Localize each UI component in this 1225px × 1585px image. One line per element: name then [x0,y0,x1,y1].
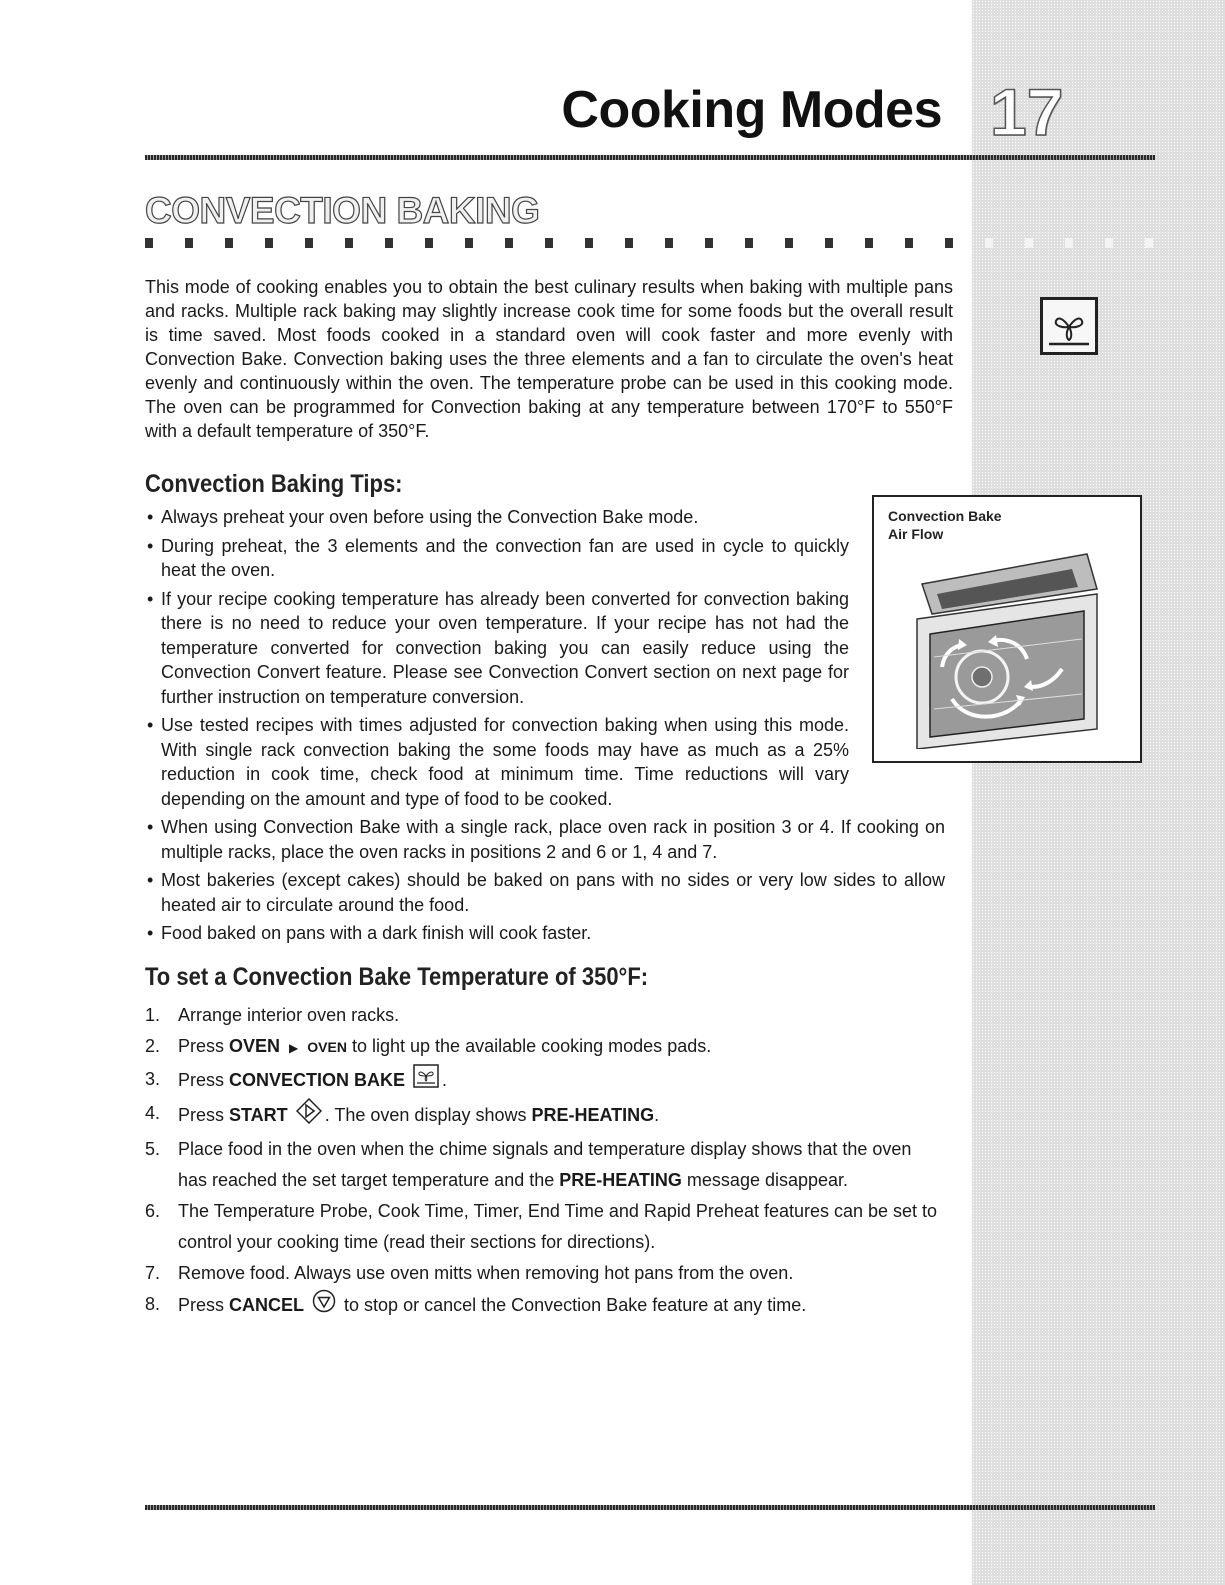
step-text: to stop or cancel the Convection Bake feature at any time. [339,1294,807,1315]
list-item: • Most bakeries (except cakes) should be baked on pans with no sides or very low sides to allow heated air to circulate around the food. [145,868,945,917]
oven-key-label: OVEN [229,1036,281,1056]
pre-heating-label: PRE-HEATING [531,1104,655,1125]
list-item [145,1031,945,1064]
step-text: Press [178,1294,230,1315]
step-text: . The oven display shows [324,1104,532,1125]
list-item: • Always preheat your oven before using the Convection Bake mode. [145,505,849,530]
step-text: Press [178,1104,230,1125]
step-number: 6. [145,1201,161,1221]
oven-airflow-illustration [912,549,1102,749]
step-number: 2. [145,1036,161,1056]
step-number: 7. [145,1263,161,1283]
convection-bake-icon [1040,297,1098,355]
start-key-label: START [229,1104,288,1125]
header-rule [145,155,1155,160]
oven-key-small: OVEN [307,1039,347,1055]
list-item [145,1098,945,1134]
step-text: . [442,1069,448,1090]
step-text: message disappear. [681,1170,849,1190]
list-item: • Food baked on pans with a dark finish will cook faster. [145,921,945,946]
step-number: 3. [145,1069,161,1089]
intro-paragraph: This mode of cooking enables you to obtain the best culinary results when baking with multiple pans and racks. Multiple rack baking may slightly increase cook time for some foods but the overall result is time saved. Most foods cooked in a standard oven will cook faster and more evenly with Convection Bake. Convection baking uses the three elements and a fan to circulate the oven's heat evenly and continuously within the oven. The temperature probe can be used in this cooking mode. The oven can be programmed for Convection baking at any temperature between 170°F to 550°F with a default temperature of 350°F. [145,277,953,441]
step-text: Press [178,1069,230,1090]
page-number: 17 [990,75,1064,149]
page-title: Cooking Modes [561,81,942,139]
step-number: 8. [145,1294,161,1314]
step-number: 4. [145,1103,161,1123]
step-text: Arrange interior oven racks. [178,1005,400,1025]
list-item [145,1258,945,1289]
section-title: CONVECTION BAKING [145,190,540,231]
pre-heating-label: PRE-HEATING [559,1170,682,1190]
step-text: The Temperature Probe, Cook Time, Timer, End Time and Rapid Preheat features can be set to control your cooking time (read their sections for directions). [178,1201,938,1252]
list-item [145,1134,945,1196]
step-text: to light up the available cooking modes pads. [346,1036,712,1056]
footer-rule [145,1505,1155,1510]
step-text: Press [178,1036,230,1056]
arrow-icon: ▶ [289,1041,299,1055]
list-item [145,1196,945,1258]
step-number: 5. [145,1139,161,1159]
list-item [145,1289,945,1323]
figure-caption: Convection Bake Air Flow [888,508,1002,542]
step-text: Remove food. Always use oven mitts when removing hot pans from the oven. [178,1263,794,1283]
list-item: • During preheat, the 3 elements and the convection fan are used in cycle to quickly heat the oven. [145,534,849,583]
convection-bake-key-label: CONVECTION BAKE [229,1069,406,1090]
airflow-figure [872,495,1142,763]
step-text: Place food in the oven when the chime signals and temperature display shows that the oven has reached the set target temperature and the [178,1139,912,1190]
steps-heading: To set a Convection Bake Temperature of 350°F: [145,963,649,991]
tips-list [145,505,945,950]
section-divider-light [985,238,1155,248]
cancel-key-label: CANCEL [229,1294,305,1315]
list-item: • Use tested recipes with times adjusted for convection baking when using this mode. With single rack convection baking the some foods may have as much as a 25% reduction in cook time, check food at minimum time. Time reductions will vary depending on the amount and type of food to be cooked. [145,713,849,811]
convection-bake-icon [413,1064,439,1098]
cancel-icon [312,1289,336,1323]
step-number: 1. [145,1005,161,1025]
list-item [145,1064,945,1098]
list-item: • If your recipe cooking temperature has already been converted for convection baking there is no need to reduce your oven temperature. If your recipe has not had the temperature converted for convection baking you can easily reduce using the Convection Convert feature. Please see Convection Convert section on next page for further instruction on temperature conversion. [145,587,849,710]
tips-heading: Convection Baking Tips: [145,470,403,498]
start-icon [296,1098,322,1134]
list-item: • When using Convection Bake with a single rack, place oven rack in position 3 or 4. If cooking on multiple racks, place the oven racks in positions 2 and 6 or 1, 4 and 7. [145,815,945,864]
step-text: . [654,1104,660,1125]
list-item [145,1000,945,1031]
steps-list [145,1000,945,1323]
